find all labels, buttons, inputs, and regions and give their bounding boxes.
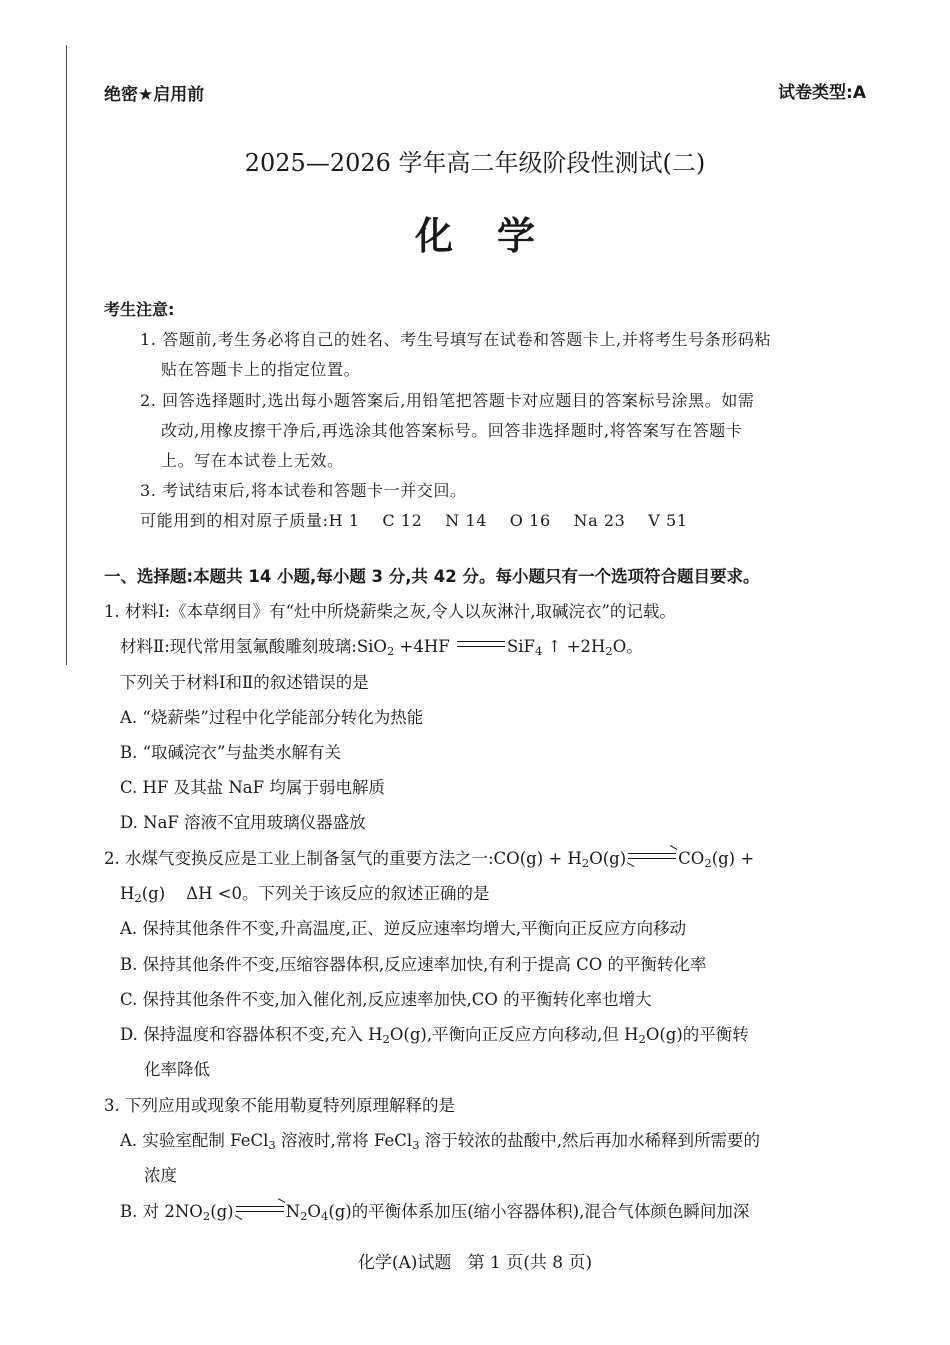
- notice-title: 考生注意:: [104, 300, 175, 319]
- q2-option-a: A. 保持其他条件不变,升高温度,正、逆反应速率均增大,平衡向正反应方向移动: [120, 919, 687, 938]
- q2-option-d-cont: 化率降低: [144, 1060, 210, 1079]
- q1-stem: 下列关于材料Ⅰ和Ⅱ的叙述错误的是: [120, 673, 369, 692]
- exam-title: 2025—2026 学年高二年级阶段性测试(二): [244, 149, 706, 177]
- q3-stem: 3. 下列应用或现象不能用勒夏特列原理解释的是: [104, 1096, 455, 1115]
- q3-opta-c: 溶于较浓的盐酸中,然后再加水稀释到所需要的: [419, 1131, 761, 1150]
- paper-type-label: 试卷类型:A: [778, 83, 866, 103]
- q1-option-a: A. “烧薪柴”过程中化学能部分转化为热能: [120, 708, 424, 727]
- q1-eq-sub: 2: [386, 643, 395, 658]
- q3-opta-sub: 3: [412, 1137, 420, 1152]
- q2-eq-co2-rest: (g) +: [711, 849, 755, 868]
- section-1-title: 一、选择题:本题共 14 小题,每小题 3 分,共 42 分。每小题只有一个选项符合题目要求。: [104, 567, 760, 586]
- binding-margin-line: [66, 45, 67, 665]
- notice-item-2-cont2: 上。写在本试卷上无效。: [161, 451, 344, 470]
- q2-optd-a: D. 保持温度和容器体积不变,充入 H: [120, 1025, 383, 1044]
- q2-optd-c: O(g)的平衡转: [645, 1025, 749, 1044]
- q3-opta-a: A. 实验室配制 FeCl: [120, 1131, 269, 1150]
- confidential-label: 绝密★启用前: [104, 85, 205, 105]
- q3-optb-d: O: [307, 1202, 321, 1221]
- q1-eq-sub: 2: [605, 643, 613, 658]
- q3-optb-c: N: [285, 1202, 301, 1221]
- atomic-mass-line: [140, 508, 688, 531]
- q1-eq-sio2: SiO: [356, 637, 387, 656]
- notice-item-3: 3. 考试结束后,将本试卷和答题卡一并交回。: [140, 481, 467, 500]
- q2-eq-sub: 2: [581, 855, 590, 870]
- q2-option-b: B. 保持其他条件不变,压缩容器体积,反应速率加快,有利于提高 CO 的平衡转化率: [120, 955, 707, 974]
- q2-eq-h2: H: [120, 884, 135, 903]
- q1-material2: [120, 633, 643, 657]
- q2-eq-sub: 2: [704, 855, 712, 870]
- q2-line1: [104, 845, 754, 869]
- q3-optb-e: (g)的平衡体系加压(缩小容器体积),混合气体颜色瞬间加深: [328, 1202, 750, 1221]
- q1-eq-o: O。: [612, 637, 643, 656]
- q2-option-c: C. 保持其他条件不变,加入催化剂,反应速率加快,CO 的平衡转化率也增大: [120, 990, 652, 1009]
- q3-option-b: [120, 1198, 749, 1222]
- q2-optd-sub: 2: [382, 1031, 390, 1046]
- q3-optb-sub: 4: [320, 1208, 329, 1223]
- q2-eq-co2: CO: [678, 849, 705, 868]
- subject-title: 化学: [414, 214, 579, 258]
- q3-optb-sub: 2: [202, 1208, 211, 1223]
- q3-option-a: [120, 1127, 760, 1151]
- q3-opta-sub: 3: [268, 1137, 276, 1152]
- q2-optd-b: O(g),平衡向正反应方向移动,但 H: [389, 1025, 639, 1044]
- reversible-arrow-icon: [236, 1204, 284, 1214]
- q2-eq-h2o: O(g): [589, 849, 627, 868]
- notice-item-1: 1. 答题前,考生务必将自己的姓名、考生号填写在试卷和答题卡上,并将考生号条形码粘: [140, 330, 772, 349]
- notice-item-2: 2. 回答选择题时,选出每小题答案后,用铅笔把答题卡对应题目的答案标号涂黑。如需: [140, 391, 755, 410]
- q1-line1: 1. 材料Ⅰ:《本草纲目》有“灶中所烧薪柴之灰,令人以灰淋汁,取碱浣衣”的记载。: [104, 602, 676, 621]
- q2-optd-sub: 2: [638, 1031, 646, 1046]
- page-footer: 化学(A)试题 第 1 页(共 8 页): [357, 1253, 593, 1273]
- q1-option-b: B. “取碱浣衣”与盐类水解有关: [120, 743, 341, 762]
- q2-eq-co: CO(g) + H: [493, 849, 582, 868]
- notice-item-2-cont: 改动,用橡皮擦干净后,再选涂其他答案标号。回答非选择题时,将答案写在答题卡: [161, 421, 743, 440]
- q2-line2: [120, 880, 490, 904]
- q1-option-c: C. HF 及其盐 NaF 均属于弱电解质: [120, 778, 385, 797]
- q2-stem: (g) ΔH <0。下列关于该反应的叙述正确的是: [141, 884, 490, 903]
- q1-eq-hf: +4HF: [394, 637, 455, 656]
- atomic-mass-values: H 1 C 12 N 14 O 16 Na 23 V 51: [328, 511, 688, 530]
- q3-opta-b: 溶液时,常将 FeCl: [275, 1131, 413, 1150]
- q3-optb-sub: 2: [300, 1208, 308, 1223]
- q3-option-a-cont: 浓度: [144, 1166, 177, 1185]
- q1-option-d: D. NaF 溶液不宜用玻璃仪器盛放: [120, 813, 366, 832]
- reversible-arrow-icon: [628, 851, 676, 861]
- q1-eq-sub: 4: [535, 643, 543, 658]
- equals-arrow-icon: [457, 639, 505, 649]
- q2-prefix: 2. 水煤气变换反应是工业上制备氢气的重要方法之一:: [104, 849, 494, 868]
- q3-optb-a: B. 对 2NO: [120, 1202, 203, 1221]
- q1-material2-prefix: 材料Ⅱ:现代常用氢氟酸雕刻玻璃:: [120, 637, 357, 656]
- q1-eq-sif4: SiF: [506, 637, 535, 656]
- q3-optb-b: (g): [210, 1202, 234, 1221]
- notice-item-1-cont: 贴在答题卡上的指定位置。: [161, 360, 361, 379]
- atomic-mass-label: 可能用到的相对原子质量:: [140, 511, 329, 530]
- q1-eq-up: ↑ +2H: [542, 637, 606, 656]
- q2-option-d: [120, 1021, 749, 1045]
- q2-eq-sub: 2: [134, 890, 142, 905]
